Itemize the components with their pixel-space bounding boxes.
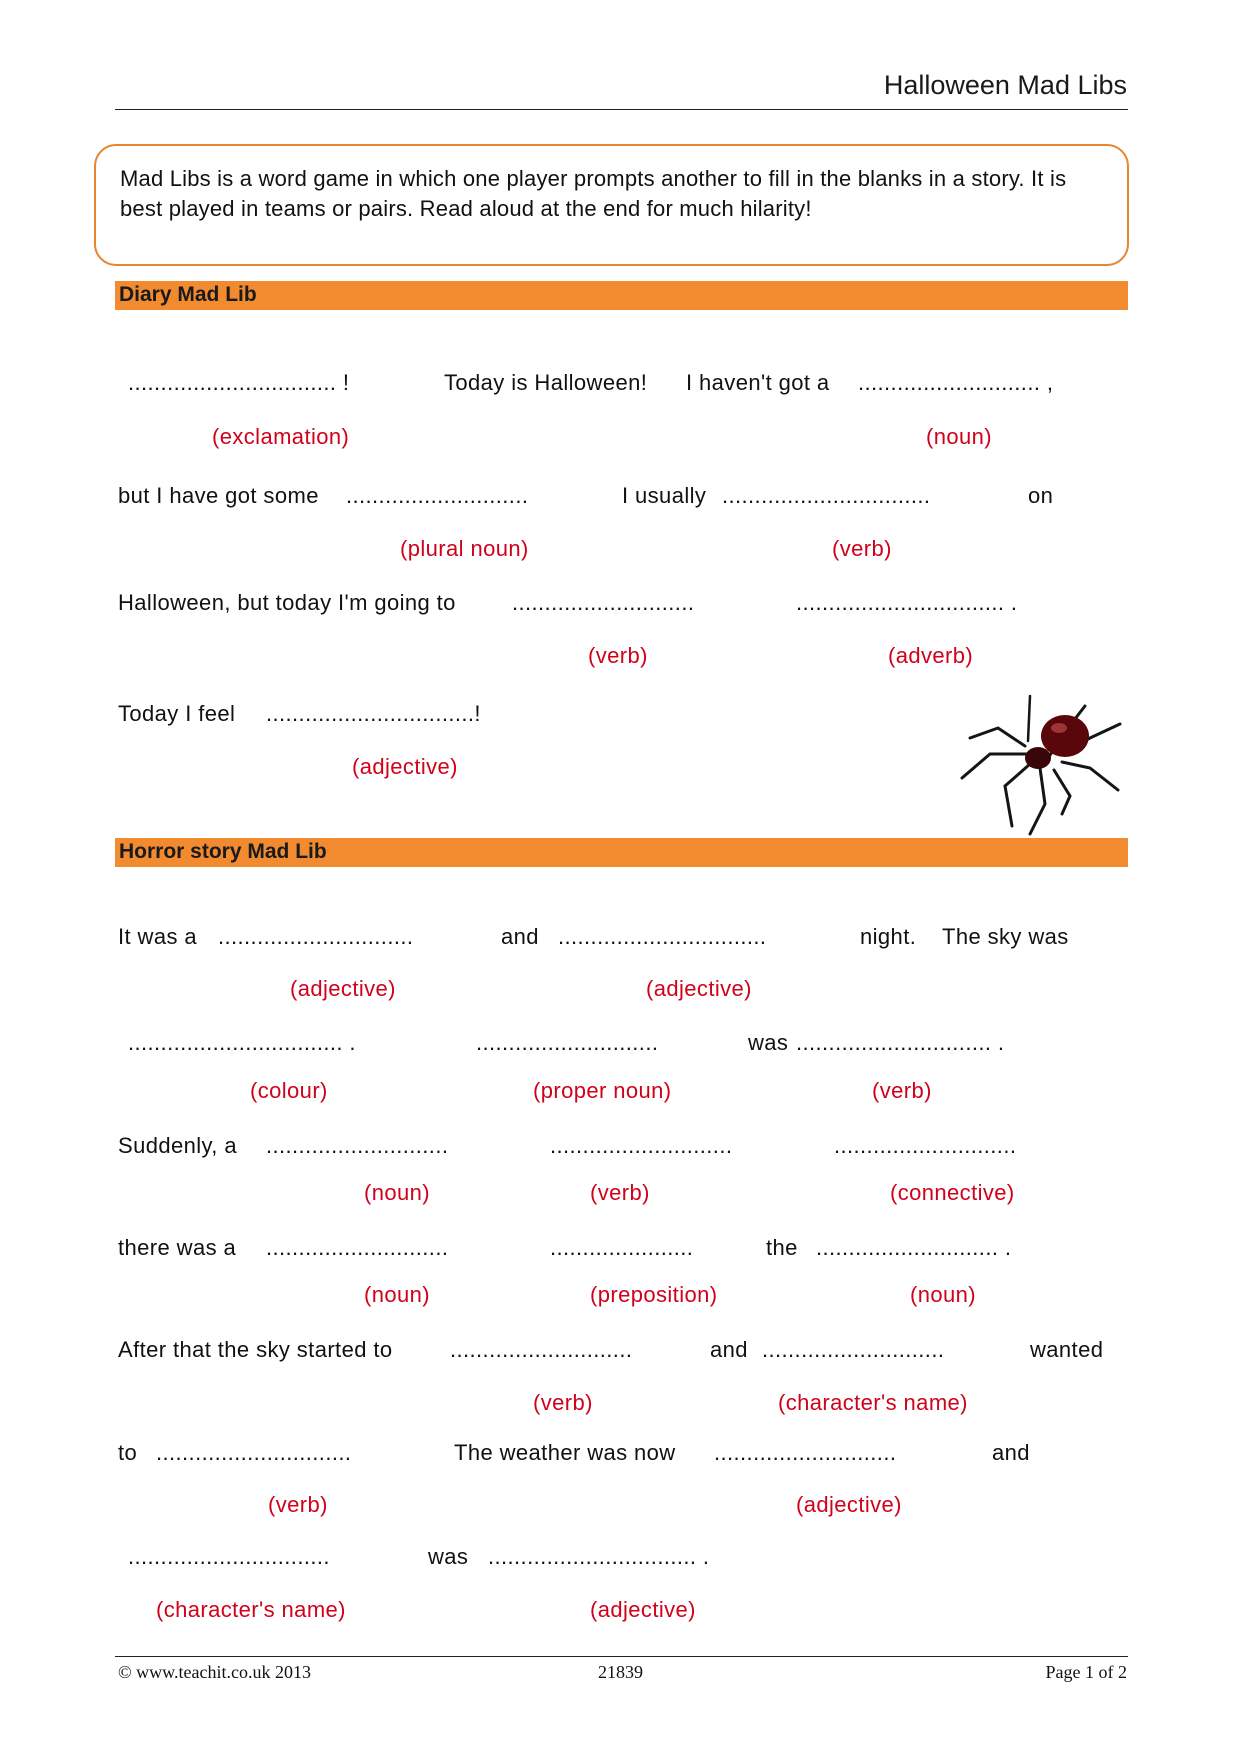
- horror-text: Suddenly, a: [118, 1133, 237, 1158]
- diary-label: (plural noun): [400, 536, 529, 561]
- horror-label: (verb): [268, 1492, 328, 1517]
- spider-icon: [950, 686, 1125, 836]
- diary-blank-noun[interactable]: ............................ ,: [858, 370, 1054, 395]
- diary-text: but I have got some: [118, 483, 319, 508]
- diary-label: (verb): [588, 643, 648, 668]
- horror-label: (noun): [364, 1180, 430, 1205]
- horror-blank-adjective[interactable]: ..............................: [218, 924, 414, 949]
- diary-label: (verb): [832, 536, 892, 561]
- footer-copyright: © www.teachit.co.uk 2013: [118, 1662, 311, 1682]
- horror-blank-preposition[interactable]: ......................: [550, 1235, 694, 1260]
- horror-label: (adjective): [796, 1492, 902, 1517]
- diary-text: I haven't got a: [686, 370, 830, 395]
- horror-blank-adjective[interactable]: ................................ .: [488, 1544, 710, 1569]
- page-title: Halloween Mad Libs: [883, 70, 1127, 100]
- diary-text: Today I feel: [118, 701, 236, 726]
- diary-blank-verb[interactable]: ............................: [512, 590, 695, 615]
- horror-blank-connective[interactable]: ............................: [834, 1133, 1017, 1158]
- diary-blank-adjective[interactable]: ................................!: [266, 701, 481, 726]
- horror-text: The weather was now: [454, 1440, 676, 1465]
- horror-blank-noun[interactable]: ............................: [266, 1235, 449, 1260]
- intro-text: Mad Libs is a word game in which one player prompts another to fill in the blanks in a story. It is best played in teams or pairs. Read aloud at the end for much hilarity!: [120, 166, 1067, 221]
- horror-blank-noun[interactable]: ............................: [266, 1133, 449, 1158]
- horror-section-heading: [115, 838, 1128, 867]
- horror-label: (noun): [364, 1282, 430, 1307]
- horror-text: night.: [860, 924, 917, 949]
- footer-page-number: Page 1 of 2: [1045, 1662, 1127, 1682]
- horror-text: the: [766, 1235, 798, 1260]
- diary-blank-adverb[interactable]: ................................ .: [796, 590, 1018, 615]
- horror-text: The sky was: [942, 924, 1069, 949]
- horror-text: and: [710, 1337, 748, 1362]
- horror-label: (verb): [533, 1390, 593, 1415]
- horror-text: was: [748, 1030, 789, 1055]
- horror-text: After that the sky started to: [118, 1337, 393, 1362]
- footer-code: 21839: [598, 1662, 643, 1682]
- diary-label: (exclamation): [212, 424, 350, 449]
- diary-label: (noun): [926, 424, 992, 449]
- horror-label: (connective): [890, 1180, 1015, 1205]
- horror-label: (proper noun): [533, 1078, 672, 1103]
- diary-label: (adjective): [352, 754, 458, 779]
- diary-blank-exclamation[interactable]: ................................ !: [128, 370, 350, 395]
- horror-blank-colour[interactable]: ................................. .: [128, 1030, 356, 1055]
- horror-blank-verb[interactable]: ............................: [450, 1337, 633, 1362]
- horror-blank-proper-noun[interactable]: ............................: [476, 1030, 659, 1055]
- footer-divider: [115, 1656, 1128, 1657]
- diary-heading-text: Diary Mad Lib: [119, 283, 257, 306]
- horror-text: there was a: [118, 1235, 237, 1260]
- horror-label: (colour): [250, 1078, 328, 1103]
- horror-text: to: [118, 1440, 138, 1465]
- horror-label: (adjective): [646, 976, 752, 1001]
- horror-label: (character's name): [156, 1597, 346, 1622]
- horror-heading-text: Horror story Mad Lib: [119, 840, 327, 863]
- diary-section-heading: [115, 281, 1128, 310]
- diary-text: I usually: [622, 483, 707, 508]
- horror-blank-character-name[interactable]: ...............................: [128, 1544, 330, 1569]
- horror-text: and: [501, 924, 539, 949]
- horror-label: (adjective): [590, 1597, 696, 1622]
- diary-text: on: [1028, 483, 1054, 508]
- horror-label: (character's name): [778, 1390, 968, 1415]
- diary-blank-plural-noun[interactable]: ............................: [346, 483, 529, 508]
- horror-text: wanted: [1030, 1337, 1104, 1362]
- horror-blank-adjective[interactable]: ................................: [558, 924, 767, 949]
- horror-blank-noun[interactable]: ............................ .: [816, 1235, 1012, 1260]
- horror-text: was: [428, 1544, 469, 1569]
- horror-blank-adjective[interactable]: ............................: [714, 1440, 897, 1465]
- diary-blank-verb[interactable]: ................................: [722, 483, 931, 508]
- horror-text: It was a: [118, 924, 198, 949]
- horror-label: (verb): [590, 1180, 650, 1205]
- diary-label: (adverb): [888, 643, 974, 668]
- horror-blank-verb[interactable]: ..............................: [156, 1440, 352, 1465]
- header-divider: [115, 109, 1128, 110]
- horror-label: (noun): [910, 1282, 976, 1307]
- horror-blank-verb[interactable]: .............................. .: [796, 1030, 1005, 1055]
- horror-label: (adjective): [290, 976, 396, 1001]
- horror-label: (preposition): [590, 1282, 718, 1307]
- diary-text: Halloween, but today I'm going to: [118, 590, 456, 615]
- horror-text: and: [992, 1440, 1030, 1465]
- horror-blank-character-name[interactable]: ............................: [762, 1337, 945, 1362]
- intro-box: [94, 144, 1129, 266]
- horror-blank-verb[interactable]: ............................: [550, 1133, 733, 1158]
- diary-text: Today is Halloween!: [444, 370, 648, 395]
- horror-label: (verb): [872, 1078, 932, 1103]
